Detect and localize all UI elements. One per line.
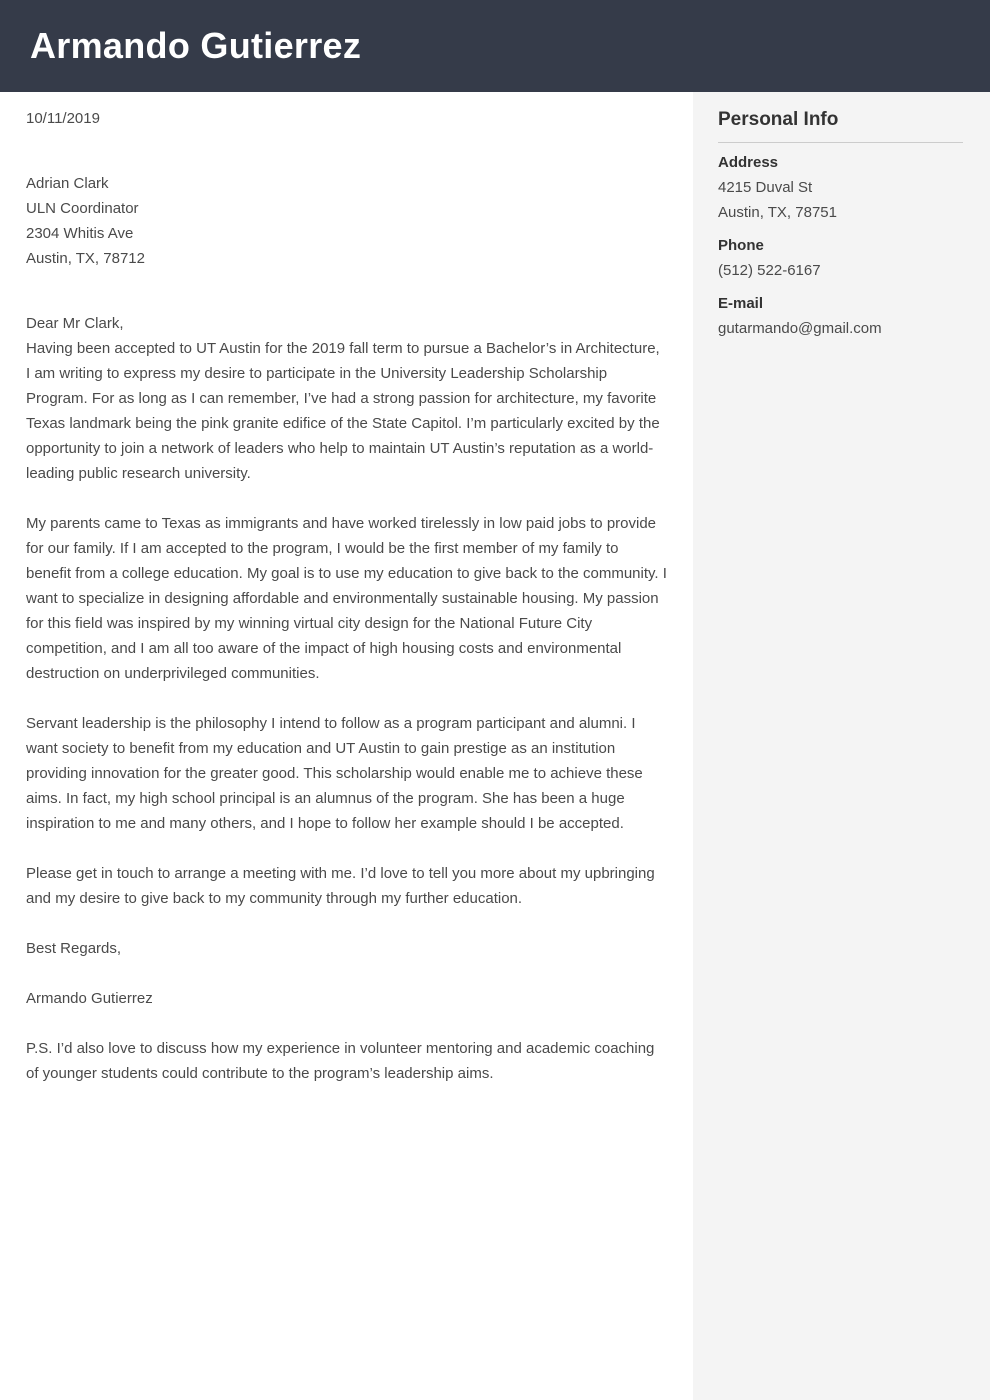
address-line-2: Austin, TX, 78751	[718, 204, 837, 221]
email-value: gutarmando@gmail.com	[718, 320, 882, 337]
sidebar-divider	[718, 142, 963, 143]
paragraph-4: Please get in touch to arrange a meeting with me. I’d love to tell you more about my upbringing and my desire to give back to my community through my further education.	[26, 865, 655, 907]
recipient-block	[26, 171, 667, 271]
phone-section	[718, 233, 963, 283]
paragraph-3: Servant leadership is the philosophy I intend to follow as a program participant and alumni. I want society to benefit from my education and UT Austin to gain prestige as an institution providing innovation for the greater good. This scholarship would enable me to achieve these aims. In fact, my high school principal is an alumnus of the program. She has been a huge inspiration to me and many others, and I hope to follow her example should I be accepted.	[26, 715, 643, 832]
email-label: E-mail	[718, 295, 764, 312]
letter-date: 10/11/2019	[26, 110, 100, 127]
address-line-1: 4215 Duval St	[718, 179, 813, 196]
paragraph-1: Having been accepted to UT Austin for the 2019 fall term to pursue a Bachelor’s in Architecture, I am writing to express my desire to participate in the University Leadership Scholarship Program. For as long as I can remember, I’ve had a strong passion for architecture, my favorite Texas landmark being the pink granite edifice of the State Capitol. I’m particularly excited by the opportunity to join a network of leaders who help to maintain UT Austin’s reputation as a world-leading public research university.	[26, 340, 660, 482]
address-section	[718, 150, 963, 225]
letter-body	[0, 92, 693, 1400]
phone-label: Phone	[718, 237, 764, 254]
content-row	[0, 92, 990, 1400]
document-header	[0, 0, 990, 92]
closing: Best Regards,	[26, 940, 122, 957]
recipient-city: Austin, TX, 78712	[26, 250, 145, 267]
postscript: P.S. I’d also love to discuss how my experience in volunteer mentoring and academic coaching of younger students could contribute to the program’s leadership aims.	[26, 1040, 655, 1082]
recipient-street: 2304 Whitis Ave	[26, 225, 134, 242]
applicant-name: Armando Gutierrez	[30, 25, 362, 66]
sidebar-title: Personal Info	[718, 109, 839, 130]
salutation: Dear Mr Clark,	[26, 315, 124, 332]
paragraph-2: My parents came to Texas as immigrants and have worked tirelessly in low paid jobs to provide for our family. If I am accepted to the program, I would be the first member of my family to benefit from a college education. My goal is to use my education to give back to the community. I want to specialize in designing affordable and environmentally sustainable housing. My passion for this field was inspired by my winning virtual city design for the National Future City competition, and I am all too aware of the impact of high housing costs and environmental destruction on underprivileged communities.	[26, 515, 667, 682]
personal-info-sidebar	[693, 92, 990, 1400]
signature: Armando Gutierrez	[26, 990, 153, 1007]
address-label: Address	[718, 154, 779, 171]
email-section	[718, 291, 963, 341]
recipient-name: Adrian Clark	[26, 175, 109, 192]
phone-value: (512) 522-6167	[718, 262, 821, 279]
recipient-title: ULN Coordinator	[26, 200, 139, 217]
